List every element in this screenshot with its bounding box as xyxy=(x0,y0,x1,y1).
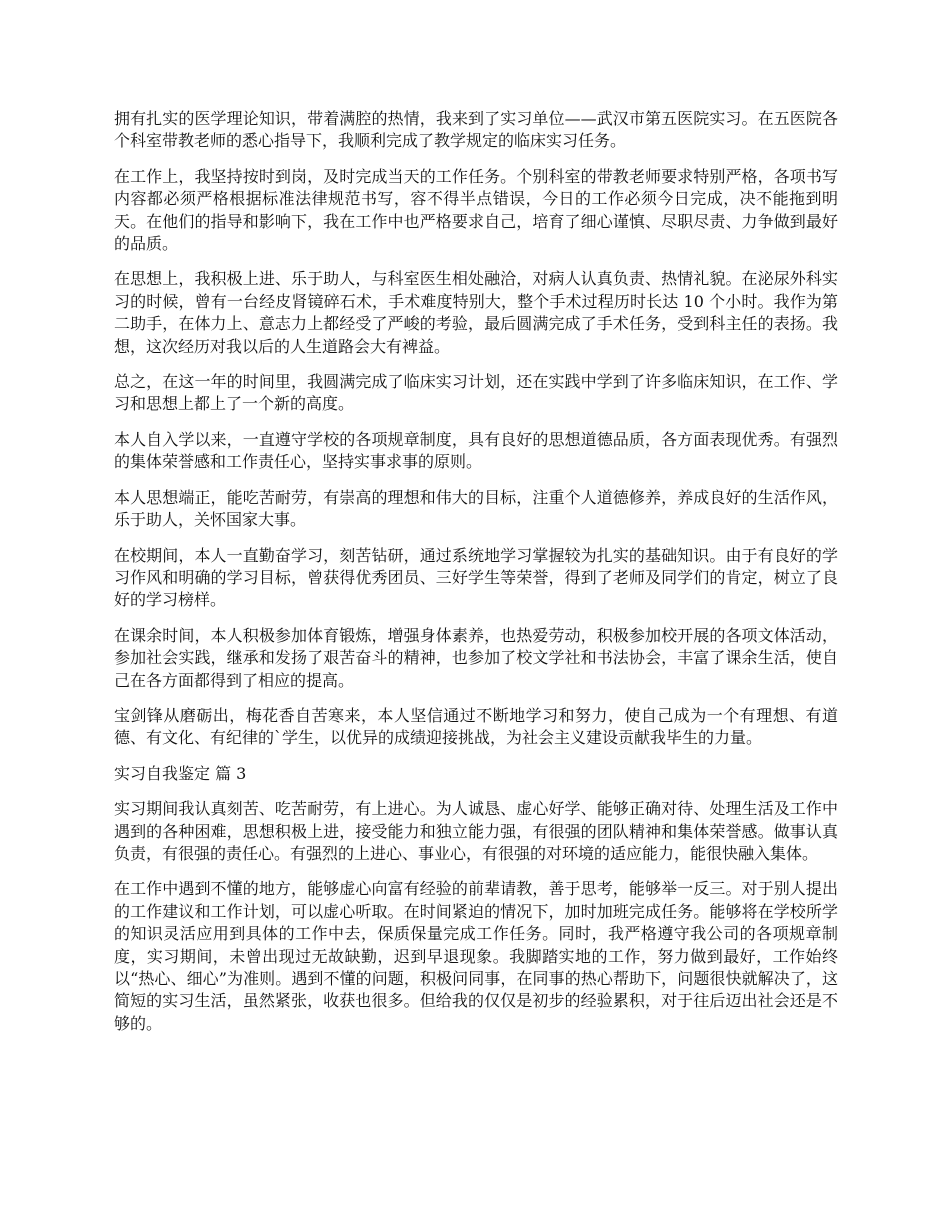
paragraph: 本人思想端正，能吃苦耐劳，有崇高的理想和伟大的目标，注重个人道德修养，养成良好的生活作风，乐于助人，关怀国家大事。 xyxy=(114,487,838,530)
paragraph: 实习期间我认真刻苦、吃苦耐劳，有上进心。为人诚恳、虚心好学、能够正确对待、处理生活及工作中遇到的各种困难，思想积极上进，接受能力和独立能力强，有很强的团队精神和集体荣誉感。做事认真负责，有很强的责任心。有强烈的上进心、事业心，有很强的对环境的适应能力，能很快融入集体。 xyxy=(114,799,838,863)
paragraph: 在思想上，我积极上进、乐于助人，与科室医生相处融洽，对病人认真负责、热情礼貌。在泌尿外科实习的时候，曾有一台经皮肾镜碎石术，手术难度特别大，整个手术过程历时长达 10 个小时。我作为第二助手，在体力上、意志力上都经受了严峻的考验，最后圆满完成了手术任务，受到科主任的表扬。我想，这次经历对我以后的人生道路会大有裨益。 xyxy=(114,269,838,356)
paragraph: 在工作中遇到不懂的地方，能够虚心向富有经验的前辈请教，善于思考，能够举一反三。对于别人提出的工作建议和工作计划，可以虚心听取。在时间紧迫的情况下，加时加班完成任务。能够将在学校所学的知识灵活应用到具体的工作中去，保质保量完成工作任务。同时，我严格遵守我公司的各项规章制度，实习期间，未曾出现过无故缺勤，迟到早退现象。我脚踏实地的工作，努力做到最好，工作始终以“热心、细心”为准则。遇到不懂的问题，积极问同事，在同事的热心帮助下，问题很快就解决了，这简短的实习生活，虽然紧张，收获也很多。但给我的仅仅是初步的经验累积，对于往后迈出社会还是不够的。 xyxy=(114,879,838,1033)
document-page xyxy=(114,108,838,1048)
paragraph: 宝剑锋从磨砺出，梅花香自苦寒来，本人坚信通过不断地学习和努力，使自己成为一个有理想、有道德、有文化、有纪律的`学生，以优异的成绩迎接挑战，为社会主义建设贡献我毕生的力量。 xyxy=(114,705,838,748)
section-title: 实习自我鉴定 篇 3 xyxy=(114,763,247,783)
paragraph: 拥有扎实的医学理论知识，带着满腔的热情，我来到了实习单位——武汉市第五医院实习。在五医院各个科室带教老师的悉心指导下，我顺利完成了教学规定的临床实习任务。 xyxy=(114,109,838,151)
paragraph: 在校期间，本人一直勤奋学习，刻苦钻研，通过系统地学习掌握较为扎实的基础知识。由于有良好的学习作风和明确的学习目标，曾获得优秀团员、三好学生等荣誉，得到了老师及同学们的肯定，树立了良好的学习榜样。 xyxy=(114,545,838,610)
paragraph: 本人自入学以来，一直遵守学校的各项规章制度，具有良好的思想道德品质，各方面表现优秀。有强烈的集体荣誉感和工作责任心，坚持实事求事的原则。 xyxy=(114,429,838,472)
paragraph: 在工作上，我坚持按时到岗，及时完成当天的工作任务。个别科室的带教老师要求特别严格，各项书写内容都必须严格根据标准法律规范书写，容不得半点错误，今日的工作必须今日完成，决不能拖到明天。在他们的指导和影响下，我在工作中也严格要求自己，培育了细心谨慎、尽职尽责、力争做到最好的品质。 xyxy=(114,166,838,254)
paragraph: 总之，在这一年的时间里，我圆满完成了临床实习计划，还在实践中学到了许多临床知识，在工作、学习和思想上都上了一个新的高度。 xyxy=(114,372,838,414)
paragraph: 在课余时间，本人积极参加体育锻炼，增强身体素养，也热爱劳动，积极参加校开展的各项文体活动，参加社会实践，继承和发扬了艰苦奋斗的精神，也参加了校文学社和书法协会，丰富了课余生活，使自己在各方面都得到了相应的提高。 xyxy=(114,625,838,690)
